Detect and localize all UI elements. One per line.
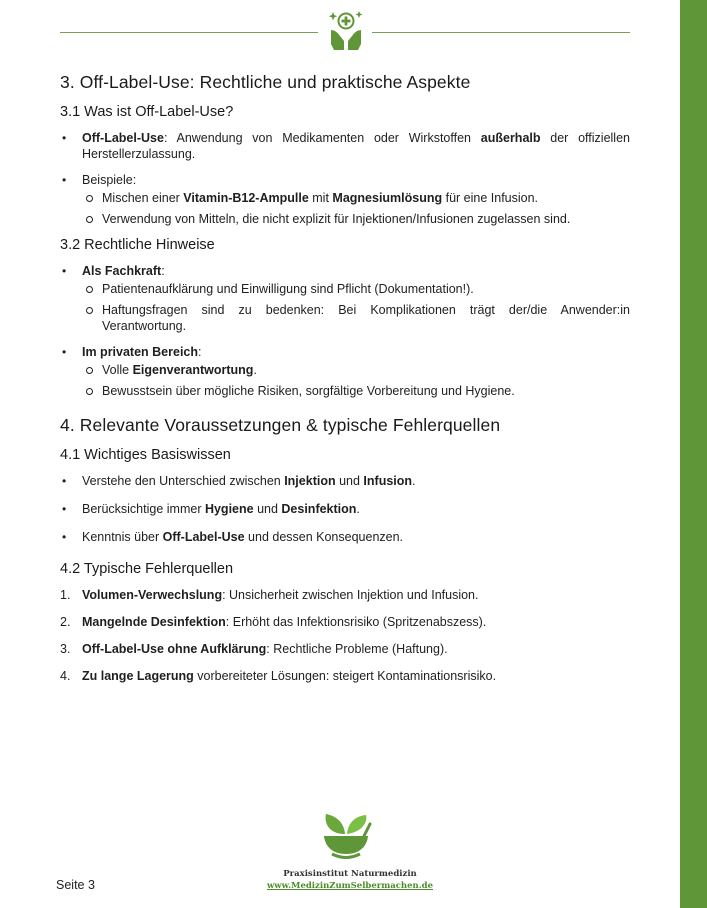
list-item: • Beispiele: Mischen einer Vitamin-B12-Ampulle mit Magnesiumlösung für eine Infusion. Verwendung von Mitteln, die nicht explizit für Injektionen/Infusionen zugelassen sind.	[60, 172, 630, 227]
sub-list-item: Verwendung von Mitteln, die nicht explizit für Injektionen/Infusionen zugelassen sind.	[82, 211, 630, 227]
subsection-4-2-heading: 4.2 Typische Fehlerquellen	[60, 561, 234, 577]
numbered-item: 4. Zu lange Lagerung vorbereiteter Lösungen: steigert Kontaminationsrisiko.	[60, 669, 497, 683]
sub-list	[82, 190, 630, 227]
sub-list-item: Volle Eigenverantwortung.	[82, 362, 630, 378]
subsection-3-2-list	[60, 263, 630, 399]
leaf-mortar-logo-icon	[318, 812, 374, 862]
sub-list-item: Mischen einer Vitamin-B12-Ampulle mit Magnesiumlösung für eine Infusion.	[82, 190, 630, 206]
footer-brand-name: Praxisinstitut Naturmedizin	[283, 869, 417, 879]
page-number: Seite 3	[56, 878, 95, 892]
page-content	[60, 72, 630, 695]
sub-list-item: Bewusstsein über mögliche Risiken, sorgfältige Vorbereitung und Hygiene.	[82, 383, 630, 399]
sub-list	[82, 281, 630, 334]
footer-brand	[200, 868, 500, 892]
list-item: • Off-Label-Use: Anwendung von Medikamenten oder Wirkstoffen außerhalb der offiziellen Herstellerzulassung.	[60, 130, 630, 162]
footer-website-link[interactable]: www.MedizinZumSelbermachen.de	[266, 881, 434, 891]
subsection-3-1-heading: 3.1 Was ist Off-Label-Use?	[60, 104, 234, 120]
list-item: • Kenntnis über Off-Label-Use und dessen Konsequenzen.	[60, 529, 630, 545]
sub-list	[82, 362, 630, 399]
header-rule-right	[372, 32, 630, 33]
subsection-4-1-list	[60, 473, 630, 545]
right-accent-bar	[680, 0, 707, 908]
section-3-heading: 3. Off-Label-Use: Rechtliche und praktische Aspekte	[60, 72, 471, 92]
subsection-4-1-heading: 4.1 Wichtiges Basiswissen	[60, 447, 231, 463]
list-item: • Als Fachkraft: Patientenaufklärung und Einwilligung sind Pflicht (Dokumentation!). Haftungsfragen sind zu bedenken: Bei Komplikationen trägt der/die Anwender:in Verantwortung.	[60, 263, 630, 334]
subsection-3-2-heading: 3.2 Rechtliche Hinweise	[60, 237, 215, 253]
numbered-item: 3. Off-Label-Use ohne Aufklärung: Rechtliche Probleme (Haftung).	[60, 642, 448, 656]
section-4-heading: 4. Relevante Voraussetzungen & typische Fehlerquellen	[60, 415, 501, 435]
hands-medical-cross-icon	[328, 2, 364, 52]
subsection-4-2-list	[60, 587, 630, 684]
sub-list-item: Patientenaufklärung und Einwilligung sind Pflicht (Dokumentation!).	[82, 281, 630, 297]
list-item: • Verstehe den Unterschied zwischen Injektion und Infusion.	[60, 473, 630, 489]
numbered-item: 1. Volumen-Verwechslung: Unsicherheit zwischen Injektion und Infusion.	[60, 588, 479, 602]
list-item: • Berücksichtige immer Hygiene und Desinfektion.	[60, 501, 630, 517]
subsection-3-1-list	[60, 130, 630, 227]
sub-list-item: Haftungsfragen sind zu bedenken: Bei Komplikationen trägt der/die Anwender:in Verantwortung.	[82, 302, 630, 334]
page-header	[60, 0, 630, 50]
numbered-item: 2. Mangelnde Desinfektion: Erhöht das Infektionsrisiko (Spritzenabszess).	[60, 615, 487, 629]
header-rule-left	[60, 32, 318, 33]
list-item: • Im privaten Bereich: Volle Eigenverantwortung. Bewusstsein über mögliche Risiken, sorgfältige Vorbereitung und Hygiene.	[60, 344, 630, 399]
